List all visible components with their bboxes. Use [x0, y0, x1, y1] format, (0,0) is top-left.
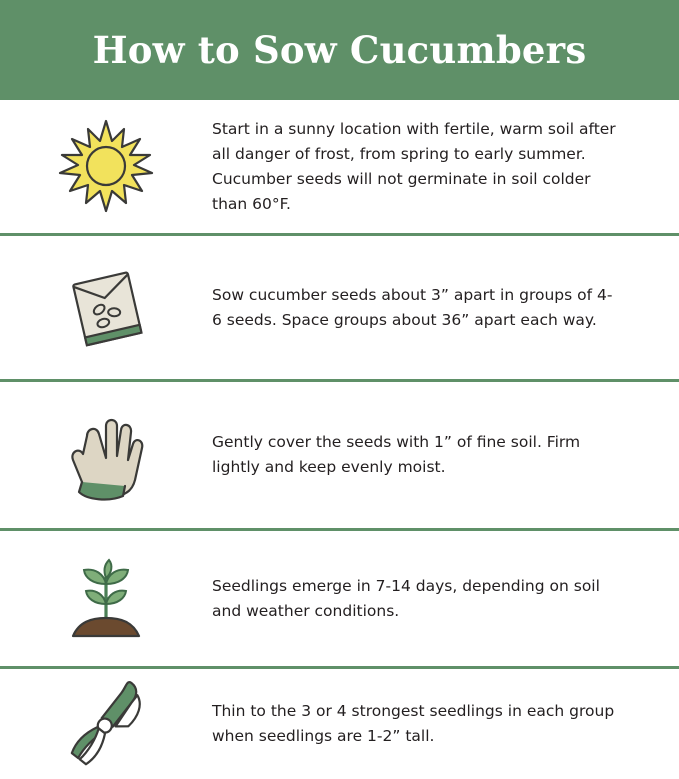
- step-icon-cell: [0, 400, 212, 510]
- list-item: [0, 236, 679, 379]
- step-icon-cell: [0, 256, 212, 360]
- step-description: Seedlings emerge in 7-14 days, depending on soil and weather conditions.: [212, 576, 600, 620]
- step-text-cell: [212, 574, 679, 624]
- step-text-cell: [212, 699, 679, 749]
- list-item: [0, 100, 679, 233]
- list-item: [0, 382, 679, 528]
- seedling-sprout-icon: [51, 544, 161, 654]
- header-banner: [0, 0, 679, 100]
- step-description: Start in a sunny location with fertile, warm soil after all danger of frost, from spring to early summer. Cucumber seeds will not germinate in soil colder than 60°F.: [212, 119, 616, 213]
- page-title: How to Sow Cucumbers: [92, 28, 587, 72]
- list-item: [0, 531, 679, 666]
- step-icon-cell: [0, 115, 212, 219]
- step-text-cell: [212, 117, 679, 217]
- list-item: [0, 669, 679, 779]
- steps-list: [0, 100, 679, 779]
- step-description: Sow cucumber seeds about 3” apart in groups of 4-6 seeds. Space groups about 36” apart each way.: [212, 285, 613, 329]
- step-description: Gently cover the seeds with 1” of fine soil. Firm lightly and keep evenly moist.: [212, 433, 581, 476]
- garden-gloves-icon: [51, 400, 161, 510]
- step-icon-cell: [0, 544, 212, 654]
- pruning-shears-icon: [51, 672, 161, 776]
- step-text-cell: [212, 430, 679, 480]
- seed-packet-icon: [51, 256, 161, 360]
- step-description: Thin to the 3 or 4 strongest seedlings in each group when seedlings are 1-2” tall.: [212, 702, 615, 745]
- sun-icon: [54, 115, 158, 219]
- step-icon-cell: [0, 672, 212, 776]
- step-text-cell: [212, 283, 679, 333]
